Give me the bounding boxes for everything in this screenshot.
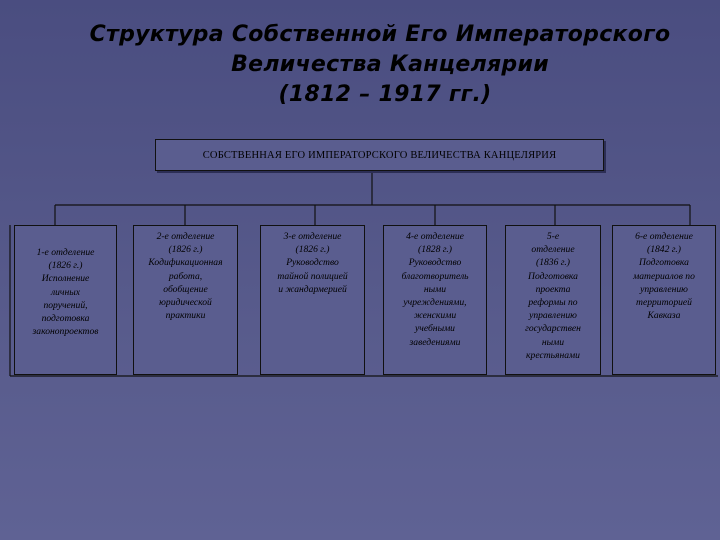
department-2-box xyxy=(133,225,238,375)
department-4-text: 4-е отделение (1828 г.) Руководство благотворитель ными учреждениями, женскими учебными заведениями xyxy=(401,231,469,348)
department-1-text: 1-е отделение (1826 г.) Исполнение личных поручений, подготовка законопроектов xyxy=(32,247,99,338)
department-6-text: 6-е отделение (1842 г.) Подготовка материалов по управлению территорией Кавказа xyxy=(633,231,695,322)
department-3-text: 3-е отделение (1826 г.) Руководство тайной полицией и жандармерией xyxy=(277,231,348,295)
department-4-box xyxy=(383,225,487,375)
department-5-box xyxy=(505,225,601,375)
department-6-box xyxy=(612,225,716,375)
root-label: СОБСТВЕННАЯ ЕГО ИМПЕРАТОРСКОГО ВЕЛИЧЕСТВА КАНЦЕЛЯРИЯ xyxy=(202,149,557,161)
root-chancellery-box xyxy=(155,139,604,171)
department-2-text: 2-е отделение (1826 г.) Кодификационная работа, обобщение юридической практики xyxy=(148,231,223,322)
title-line-1: Структура Собственной Его Императорского xyxy=(89,22,671,47)
department-3-box xyxy=(260,225,365,375)
department-5-text: 5-е отделение (1836 г.) Подготовка проекта реформы по управлению государствен ными крестьянами xyxy=(525,231,581,361)
title-line-3: (1812 – 1917 гг.) xyxy=(278,82,492,107)
title-line-2: Величества Канцелярии xyxy=(231,52,549,77)
department-1-box xyxy=(14,225,117,375)
